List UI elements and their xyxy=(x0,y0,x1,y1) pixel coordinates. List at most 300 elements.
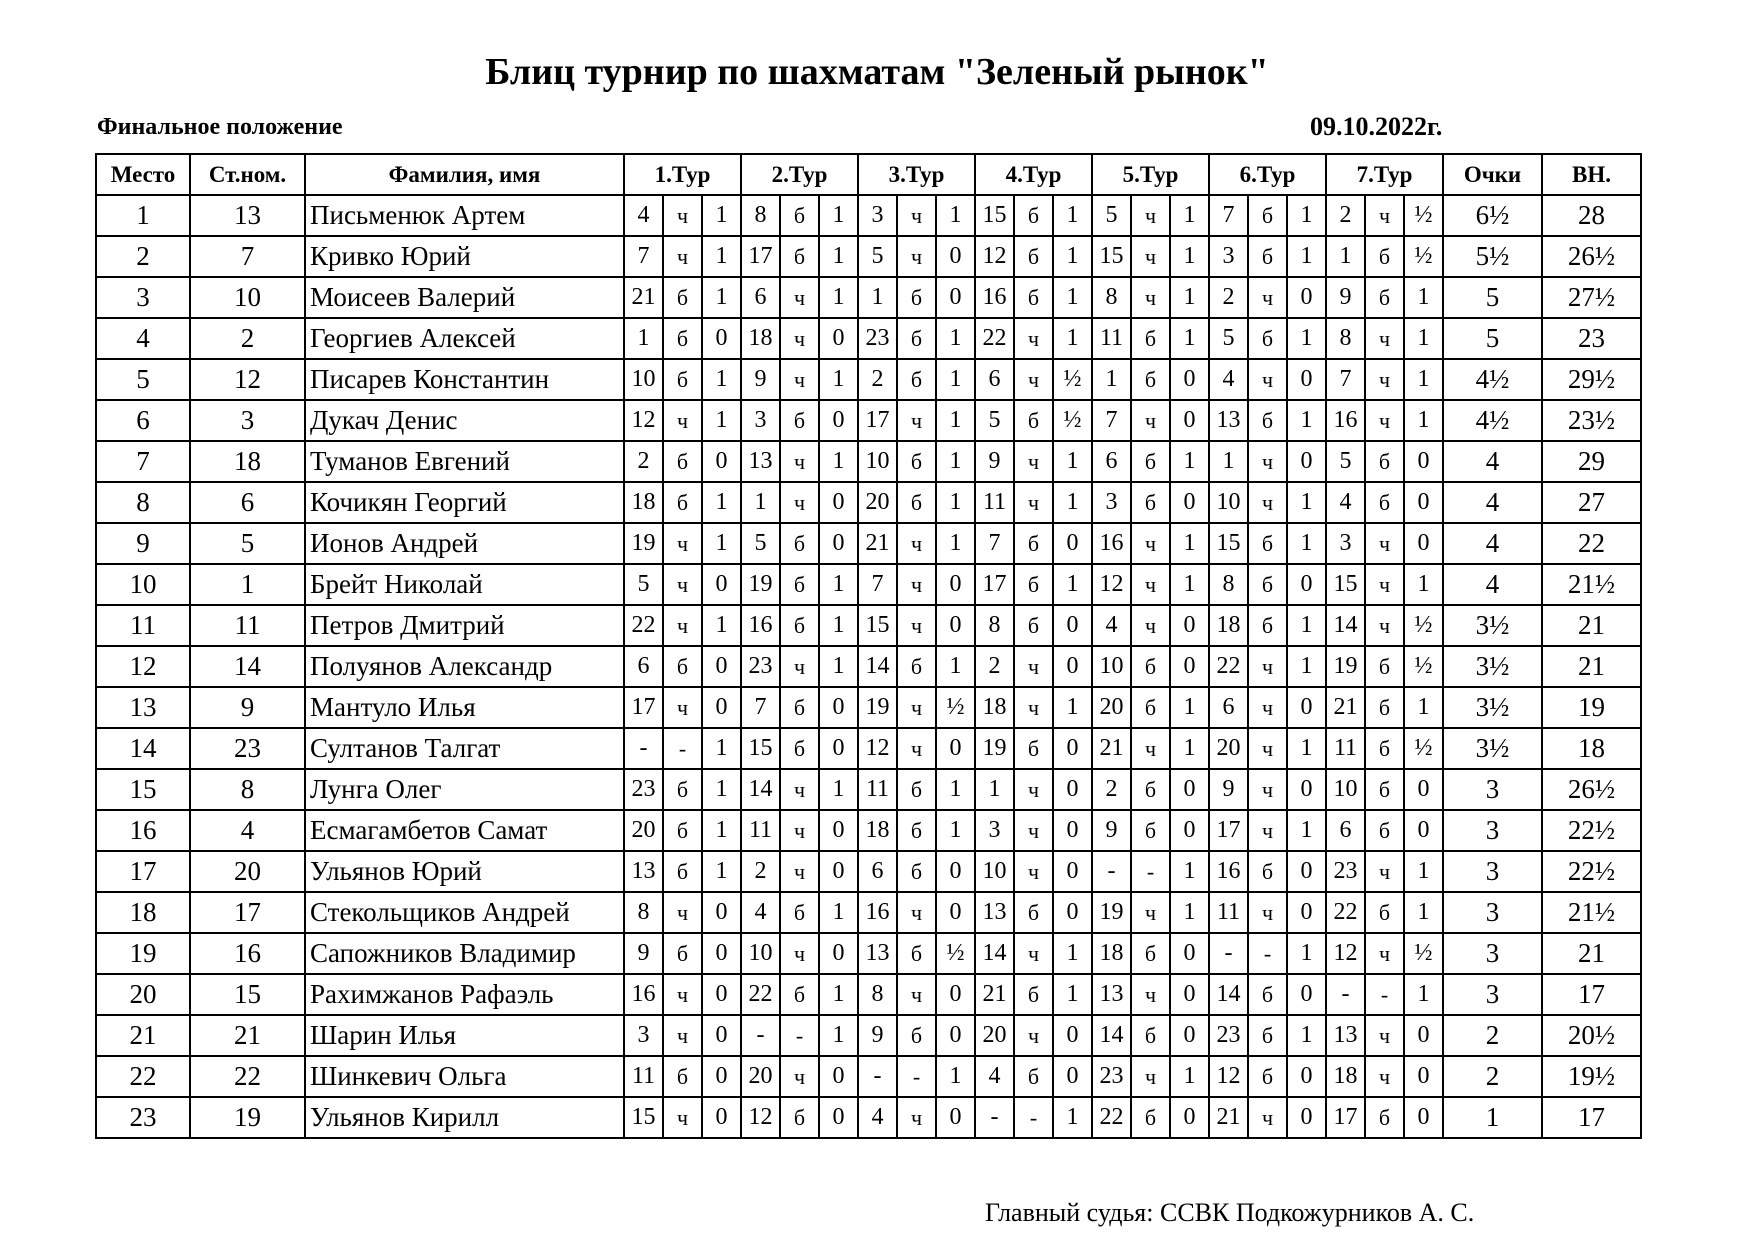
table-row xyxy=(96,564,1641,605)
place-cell: 16 xyxy=(96,810,190,851)
buchholz-cell: 21 xyxy=(1542,646,1641,687)
color-cell: б xyxy=(1014,195,1053,236)
buchholz-cell: 29 xyxy=(1542,441,1641,482)
opponent-cell: 22 xyxy=(624,605,663,646)
opponent-cell: 19 xyxy=(624,523,663,564)
player-name-cell: Письменюк Артем xyxy=(305,195,624,236)
result-cell: 1 xyxy=(1287,400,1326,441)
color-cell: ч xyxy=(663,687,702,728)
opponent-cell: 17 xyxy=(741,236,780,277)
result-cell: 1 xyxy=(1053,482,1092,523)
color-cell: ч xyxy=(1365,523,1404,564)
place-cell: 1 xyxy=(96,195,190,236)
color-cell: б xyxy=(1248,564,1287,605)
result-cell: 1 xyxy=(702,810,741,851)
result-cell: 1 xyxy=(702,728,741,769)
result-cell: 1 xyxy=(1404,318,1443,359)
opponent-cell: 4 xyxy=(1326,482,1365,523)
color-cell: ч xyxy=(897,728,936,769)
result-cell: 1 xyxy=(1053,687,1092,728)
color-cell: ч xyxy=(780,933,819,974)
opponent-cell: 15 xyxy=(975,195,1014,236)
result-cell: 1 xyxy=(702,769,741,810)
color-cell: б xyxy=(663,441,702,482)
start-number-cell: 7 xyxy=(190,236,305,277)
color-cell: б xyxy=(1014,277,1053,318)
table-row xyxy=(96,400,1641,441)
color-cell: б xyxy=(1365,482,1404,523)
opponent-cell: 1 xyxy=(1209,441,1248,482)
color-cell: ч xyxy=(1014,1015,1053,1056)
result-cell: 0 xyxy=(1053,728,1092,769)
color-cell: б xyxy=(1365,1097,1404,1138)
opponent-cell: 23 xyxy=(741,646,780,687)
header-round-5: 5.Тур xyxy=(1092,154,1209,195)
result-cell: 1 xyxy=(1404,851,1443,892)
color-cell: ч xyxy=(1131,277,1170,318)
color-cell: б xyxy=(1131,318,1170,359)
color-cell: ч xyxy=(1014,482,1053,523)
opponent-cell: - xyxy=(975,1097,1014,1138)
color-cell: ч xyxy=(780,482,819,523)
opponent-cell: 14 xyxy=(975,933,1014,974)
opponent-cell: 23 xyxy=(858,318,897,359)
place-cell: 18 xyxy=(96,892,190,933)
result-cell: 1 xyxy=(1404,687,1443,728)
color-cell: - xyxy=(1248,933,1287,974)
color-cell: ч xyxy=(1248,646,1287,687)
buchholz-cell: 21 xyxy=(1542,605,1641,646)
color-cell: ч xyxy=(1365,359,1404,400)
result-cell: 0 xyxy=(1053,810,1092,851)
color-cell: б xyxy=(1365,277,1404,318)
color-cell: б xyxy=(1248,851,1287,892)
result-cell: 0 xyxy=(936,974,975,1015)
result-cell: 1 xyxy=(1053,564,1092,605)
color-cell: б xyxy=(1248,400,1287,441)
color-cell: б xyxy=(780,400,819,441)
points-cell: 3½ xyxy=(1443,728,1542,769)
color-cell: б xyxy=(897,646,936,687)
points-cell: 3 xyxy=(1443,892,1542,933)
opponent-cell: 18 xyxy=(624,482,663,523)
place-cell: 19 xyxy=(96,933,190,974)
opponent-cell: 14 xyxy=(1209,974,1248,1015)
opponent-cell: 11 xyxy=(1326,728,1365,769)
buchholz-cell: 28 xyxy=(1542,195,1641,236)
result-cell: 0 xyxy=(1287,892,1326,933)
opponent-cell: 23 xyxy=(624,769,663,810)
opponent-cell: 20 xyxy=(624,810,663,851)
opponent-cell: 21 xyxy=(858,523,897,564)
result-cell: 1 xyxy=(936,359,975,400)
points-cell: 4 xyxy=(1443,482,1542,523)
result-cell: 0 xyxy=(936,236,975,277)
result-cell: 1 xyxy=(819,564,858,605)
points-cell: 3 xyxy=(1443,974,1542,1015)
opponent-cell: 3 xyxy=(858,195,897,236)
points-cell: 5 xyxy=(1443,277,1542,318)
opponent-cell: 5 xyxy=(1326,441,1365,482)
color-cell: ч xyxy=(780,769,819,810)
player-name-cell: Брейт Николай xyxy=(305,564,624,605)
opponent-cell: 6 xyxy=(1092,441,1131,482)
opponent-cell: 19 xyxy=(975,728,1014,769)
opponent-cell: 22 xyxy=(975,318,1014,359)
color-cell: - xyxy=(663,728,702,769)
color-cell: б xyxy=(663,646,702,687)
color-cell: б xyxy=(1014,605,1053,646)
start-number-cell: 23 xyxy=(190,728,305,769)
table-row xyxy=(96,523,1641,564)
buchholz-cell: 27½ xyxy=(1542,277,1641,318)
result-cell: ½ xyxy=(936,933,975,974)
color-cell: ч xyxy=(1365,318,1404,359)
table-row xyxy=(96,687,1641,728)
opponent-cell: 1 xyxy=(1326,236,1365,277)
result-cell: 0 xyxy=(702,1097,741,1138)
player-name-cell: Сапожников Владимир xyxy=(305,933,624,974)
opponent-cell: 6 xyxy=(624,646,663,687)
color-cell: б xyxy=(897,851,936,892)
points-cell: 1 xyxy=(1443,1097,1542,1138)
buchholz-cell: 21½ xyxy=(1542,564,1641,605)
result-cell: 0 xyxy=(1053,646,1092,687)
color-cell: б xyxy=(1248,1056,1287,1097)
player-name-cell: Рахимжанов Рафаэль xyxy=(305,974,624,1015)
color-cell: б xyxy=(897,769,936,810)
opponent-cell: 7 xyxy=(624,236,663,277)
result-cell: 0 xyxy=(1170,933,1209,974)
result-cell: 0 xyxy=(702,974,741,1015)
player-name-cell: Лунга Олег xyxy=(305,769,624,810)
result-cell: 1 xyxy=(1287,728,1326,769)
result-cell: 1 xyxy=(1287,195,1326,236)
result-cell: ½ xyxy=(1404,605,1443,646)
header-start-number: Ст.ном. xyxy=(190,154,305,195)
start-number-cell: 4 xyxy=(190,810,305,851)
color-cell: б xyxy=(663,277,702,318)
header-round-2: 2.Тур xyxy=(741,154,858,195)
result-cell: 0 xyxy=(819,1097,858,1138)
opponent-cell: 2 xyxy=(624,441,663,482)
opponent-cell: 1 xyxy=(741,482,780,523)
result-cell: 0 xyxy=(1170,400,1209,441)
color-cell: б xyxy=(780,892,819,933)
color-cell: ч xyxy=(1131,400,1170,441)
result-cell: 0 xyxy=(936,1097,975,1138)
opponent-cell: 18 xyxy=(741,318,780,359)
color-cell: б xyxy=(1014,974,1053,1015)
table-row xyxy=(96,605,1641,646)
color-cell: ч xyxy=(1248,482,1287,523)
result-cell: 1 xyxy=(819,195,858,236)
color-cell: ч xyxy=(780,359,819,400)
result-cell: 1 xyxy=(819,1015,858,1056)
header-round-3: 3.Тур xyxy=(858,154,975,195)
result-cell: 0 xyxy=(1053,892,1092,933)
result-cell: 0 xyxy=(819,687,858,728)
buchholz-cell: 19½ xyxy=(1542,1056,1641,1097)
result-cell: 1 xyxy=(1287,1015,1326,1056)
place-cell: 4 xyxy=(96,318,190,359)
opponent-cell: - xyxy=(858,1056,897,1097)
place-cell: 23 xyxy=(96,1097,190,1138)
place-cell: 5 xyxy=(96,359,190,400)
result-cell: 0 xyxy=(1287,1097,1326,1138)
color-cell: ч xyxy=(1365,851,1404,892)
color-cell: б xyxy=(780,523,819,564)
result-cell: 1 xyxy=(936,482,975,523)
opponent-cell: 12 xyxy=(1326,933,1365,974)
opponent-cell: 18 xyxy=(1092,933,1131,974)
result-cell: 1 xyxy=(702,523,741,564)
color-cell: ч xyxy=(897,236,936,277)
color-cell: ч xyxy=(897,605,936,646)
player-name-cell: Султанов Талгат xyxy=(305,728,624,769)
result-cell: 1 xyxy=(936,769,975,810)
table-row xyxy=(96,892,1641,933)
color-cell: б xyxy=(1014,728,1053,769)
points-cell: 2 xyxy=(1443,1056,1542,1097)
start-number-cell: 21 xyxy=(190,1015,305,1056)
result-cell: 1 xyxy=(702,605,741,646)
opponent-cell: 1 xyxy=(624,318,663,359)
result-cell: 0 xyxy=(702,1015,741,1056)
table-row xyxy=(96,1015,1641,1056)
opponent-cell: 4 xyxy=(741,892,780,933)
result-cell: 1 xyxy=(1170,441,1209,482)
result-cell: 0 xyxy=(1404,1097,1443,1138)
result-cell: 1 xyxy=(819,974,858,1015)
result-cell: 1 xyxy=(702,851,741,892)
opponent-cell: 7 xyxy=(1092,400,1131,441)
result-cell: 1 xyxy=(1287,482,1326,523)
opponent-cell: 13 xyxy=(858,933,897,974)
opponent-cell: 17 xyxy=(1209,810,1248,851)
opponent-cell: 3 xyxy=(1209,236,1248,277)
opponent-cell: 9 xyxy=(858,1015,897,1056)
player-name-cell: Полуянов Александр xyxy=(305,646,624,687)
opponent-cell: 3 xyxy=(741,400,780,441)
color-cell: ч xyxy=(897,400,936,441)
result-cell: 0 xyxy=(1170,769,1209,810)
opponent-cell: 14 xyxy=(741,769,780,810)
color-cell: б xyxy=(780,728,819,769)
result-cell: 1 xyxy=(936,523,975,564)
opponent-cell: 9 xyxy=(1092,810,1131,851)
color-cell: б xyxy=(897,482,936,523)
opponent-cell: 10 xyxy=(1092,646,1131,687)
opponent-cell: 3 xyxy=(624,1015,663,1056)
color-cell: ч xyxy=(897,564,936,605)
result-cell: 0 xyxy=(936,892,975,933)
opponent-cell: 6 xyxy=(1326,810,1365,851)
opponent-cell: 2 xyxy=(1092,769,1131,810)
color-cell: б xyxy=(1014,564,1053,605)
color-cell: б xyxy=(1365,441,1404,482)
header-row xyxy=(96,154,1641,195)
opponent-cell: 4 xyxy=(624,195,663,236)
color-cell: б xyxy=(1248,236,1287,277)
result-cell: 0 xyxy=(1170,359,1209,400)
result-cell: 1 xyxy=(1053,277,1092,318)
opponent-cell: 11 xyxy=(858,769,897,810)
header-round-6: 6.Тур xyxy=(1209,154,1326,195)
result-cell: 0 xyxy=(702,1056,741,1097)
opponent-cell: 2 xyxy=(1209,277,1248,318)
opponent-cell: 10 xyxy=(624,359,663,400)
table-row xyxy=(96,195,1641,236)
opponent-cell: - xyxy=(1326,974,1365,1015)
start-number-cell: 13 xyxy=(190,195,305,236)
opponent-cell: 5 xyxy=(1209,318,1248,359)
color-cell: ч xyxy=(1248,892,1287,933)
color-cell: б xyxy=(897,810,936,851)
color-cell: ч xyxy=(1248,359,1287,400)
color-cell: б xyxy=(663,1056,702,1097)
opponent-cell: 6 xyxy=(1209,687,1248,728)
opponent-cell: 8 xyxy=(1209,564,1248,605)
standings-body xyxy=(96,195,1641,1138)
result-cell: 1 xyxy=(819,769,858,810)
opponent-cell: 12 xyxy=(741,1097,780,1138)
opponent-cell: 12 xyxy=(858,728,897,769)
color-cell: ч xyxy=(1014,646,1053,687)
opponent-cell: 1 xyxy=(975,769,1014,810)
color-cell: б xyxy=(1365,769,1404,810)
color-cell: - xyxy=(1014,1097,1053,1138)
color-cell: б xyxy=(780,195,819,236)
color-cell: ч xyxy=(1014,318,1053,359)
opponent-cell: 7 xyxy=(1209,195,1248,236)
header-round-4: 4.Тур xyxy=(975,154,1092,195)
start-number-cell: 10 xyxy=(190,277,305,318)
opponent-cell: 20 xyxy=(1209,728,1248,769)
result-cell: 0 xyxy=(702,687,741,728)
opponent-cell: 15 xyxy=(1209,523,1248,564)
result-cell: 0 xyxy=(1170,646,1209,687)
opponent-cell: 6 xyxy=(741,277,780,318)
result-cell: 1 xyxy=(936,441,975,482)
color-cell: ч xyxy=(1014,933,1053,974)
opponent-cell: 2 xyxy=(858,359,897,400)
opponent-cell: 10 xyxy=(741,933,780,974)
opponent-cell: 10 xyxy=(1209,482,1248,523)
color-cell: ч xyxy=(1131,605,1170,646)
color-cell: б xyxy=(1131,687,1170,728)
color-cell: б xyxy=(663,851,702,892)
table-row xyxy=(96,482,1641,523)
opponent-cell: 3 xyxy=(1092,482,1131,523)
color-cell: ч xyxy=(780,851,819,892)
color-cell: б xyxy=(897,1015,936,1056)
tournament-date: 09.10.2022г. xyxy=(1310,112,1443,141)
player-name-cell: Шарин Илья xyxy=(305,1015,624,1056)
color-cell: б xyxy=(1131,769,1170,810)
color-cell: б xyxy=(1014,400,1053,441)
table-row xyxy=(96,236,1641,277)
opponent-cell: 17 xyxy=(858,400,897,441)
place-cell: 15 xyxy=(96,769,190,810)
start-number-cell: 11 xyxy=(190,605,305,646)
result-cell: 0 xyxy=(1053,851,1092,892)
color-cell: ч xyxy=(1248,277,1287,318)
color-cell: ч xyxy=(1248,1097,1287,1138)
color-cell: ч xyxy=(1248,687,1287,728)
table-row xyxy=(96,1056,1641,1097)
opponent-cell: 18 xyxy=(858,810,897,851)
opponent-cell: 8 xyxy=(741,195,780,236)
result-cell: 0 xyxy=(1170,1015,1209,1056)
opponent-cell: 7 xyxy=(975,523,1014,564)
result-cell: ½ xyxy=(936,687,975,728)
start-number-cell: 2 xyxy=(190,318,305,359)
result-cell: 0 xyxy=(936,1015,975,1056)
color-cell: б xyxy=(1131,441,1170,482)
opponent-cell: 14 xyxy=(858,646,897,687)
start-number-cell: 16 xyxy=(190,933,305,974)
points-cell: 4½ xyxy=(1443,359,1542,400)
opponent-cell: 18 xyxy=(1209,605,1248,646)
opponent-cell: 13 xyxy=(624,851,663,892)
opponent-cell: 13 xyxy=(975,892,1014,933)
color-cell: б xyxy=(897,441,936,482)
result-cell: 1 xyxy=(1170,523,1209,564)
opponent-cell: 5 xyxy=(1092,195,1131,236)
opponent-cell: 23 xyxy=(1092,1056,1131,1097)
result-cell: 0 xyxy=(1053,523,1092,564)
color-cell: - xyxy=(780,1015,819,1056)
result-cell: ½ xyxy=(1053,359,1092,400)
opponent-cell: 21 xyxy=(624,277,663,318)
color-cell: ч xyxy=(1014,359,1053,400)
result-cell: 1 xyxy=(1170,277,1209,318)
color-cell: ч xyxy=(1131,892,1170,933)
color-cell: б xyxy=(663,810,702,851)
opponent-cell: 12 xyxy=(975,236,1014,277)
color-cell: ч xyxy=(780,646,819,687)
result-cell: 0 xyxy=(819,482,858,523)
color-cell: б xyxy=(1131,359,1170,400)
result-cell: 1 xyxy=(819,277,858,318)
color-cell: ч xyxy=(897,687,936,728)
table-row xyxy=(96,1097,1641,1138)
table-row xyxy=(96,646,1641,687)
opponent-cell: 6 xyxy=(975,359,1014,400)
buchholz-cell: 17 xyxy=(1542,1097,1641,1138)
color-cell: ч xyxy=(663,195,702,236)
player-name-cell: Петров Дмитрий xyxy=(305,605,624,646)
color-cell: б xyxy=(897,933,936,974)
result-cell: 0 xyxy=(936,728,975,769)
opponent-cell: 16 xyxy=(741,605,780,646)
opponent-cell: 17 xyxy=(624,687,663,728)
place-cell: 10 xyxy=(96,564,190,605)
result-cell: 0 xyxy=(1053,1015,1092,1056)
place-cell: 22 xyxy=(96,1056,190,1097)
start-number-cell: 18 xyxy=(190,441,305,482)
color-cell: ч xyxy=(663,974,702,1015)
opponent-cell: 13 xyxy=(1326,1015,1365,1056)
result-cell: 1 xyxy=(702,195,741,236)
table-row xyxy=(96,851,1641,892)
points-cell: 2 xyxy=(1443,1015,1542,1056)
result-cell: 1 xyxy=(702,482,741,523)
result-cell: 0 xyxy=(702,441,741,482)
start-number-cell: 5 xyxy=(190,523,305,564)
buchholz-cell: 19 xyxy=(1542,687,1641,728)
